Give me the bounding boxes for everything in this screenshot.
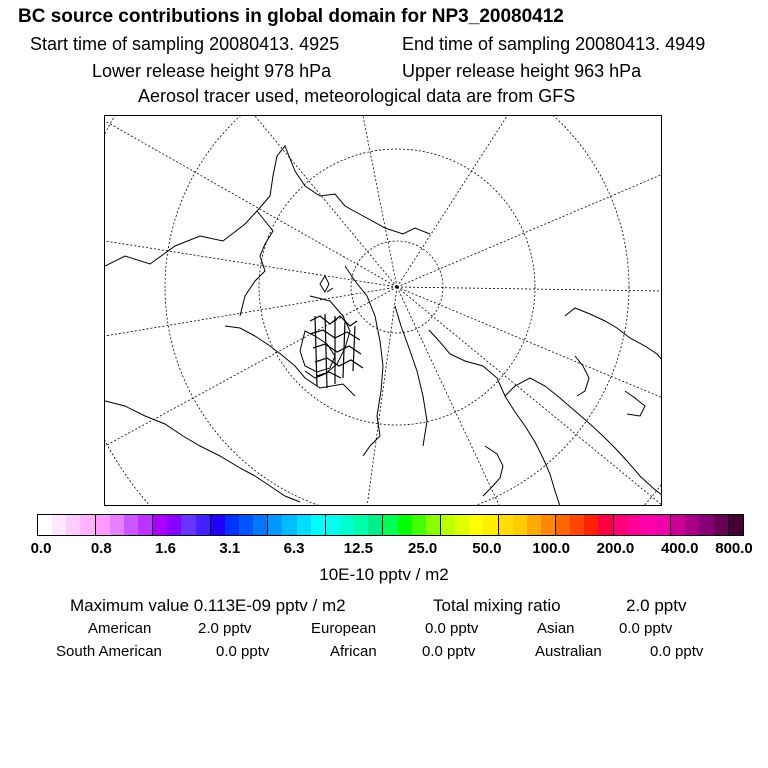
colorbar-swatch (110, 515, 124, 535)
region-value-american: 2.0 pptv (198, 620, 252, 637)
colorbar-swatch (80, 515, 95, 535)
polar-map (104, 115, 662, 506)
coastline-eurasia-north (105, 146, 430, 266)
end-time-label: End time of sampling 20080413. 4949 (402, 34, 706, 54)
meridian (397, 287, 662, 506)
colorbar-tick-label: 6.3 (283, 540, 305, 557)
start-time-label: Start time of sampling 20080413. 4925 (30, 34, 340, 54)
colorbar-swatch (354, 515, 368, 535)
region-name-south-american: South American (56, 643, 162, 660)
colorbar-swatch (253, 515, 268, 535)
colorbar-swatch (455, 515, 469, 535)
colorbar-swatch (124, 515, 138, 535)
colorbar-swatch (311, 515, 326, 535)
region-name-asian: Asian (537, 620, 575, 637)
colorbar-swatch (282, 515, 296, 535)
colorbar-swatch (598, 515, 613, 535)
colorbar (37, 514, 744, 536)
colorbar-swatch (656, 515, 671, 535)
map-canvas (105, 116, 662, 506)
region-value-asian: 0.0 pptv (619, 620, 673, 637)
max-value-label: Maximum value 0.113E-09 pptv / m2 (70, 596, 346, 615)
coastline-north-america-east (429, 330, 560, 506)
colorbar-swatch (426, 515, 441, 535)
coastline-hudson (483, 446, 503, 496)
trajectory-lines (310, 316, 363, 378)
meridian (397, 287, 662, 291)
colorbar-swatch (729, 515, 743, 535)
colorbar-swatch (699, 515, 713, 535)
colorbar-swatch (153, 515, 167, 535)
colorbar-swatch (181, 515, 195, 535)
colorbar-swatch (211, 515, 225, 535)
meridian (105, 121, 397, 287)
colorbar-swatch (685, 515, 699, 535)
colorbar-swatch (499, 515, 513, 535)
colorbar-swatch (38, 515, 52, 535)
colorbar-swatch (66, 515, 80, 535)
coastline-greenland-west (345, 266, 383, 456)
region-value-south-american: 0.0 pptv (216, 643, 270, 660)
coastline-islet (320, 276, 333, 292)
colorbar-swatch (368, 515, 383, 535)
meridian (367, 287, 397, 506)
region-name-american: American (88, 620, 152, 637)
tracer-note: Aerosol tracer used, meteorological data are from GFS (138, 86, 576, 106)
meridian (363, 116, 397, 287)
colorbar-tick-label: 800.0 (715, 540, 753, 557)
colorbar-swatch (225, 515, 239, 535)
meridian (397, 287, 500, 506)
colorbar-swatch (398, 515, 412, 535)
colorbar-swatch (527, 515, 541, 535)
meridian (397, 116, 507, 287)
colorbar-swatch (412, 515, 426, 535)
colorbar-swatch (469, 515, 483, 535)
colorbar-tick-label: 0.0 (30, 540, 52, 557)
coastline-siberia-east (565, 308, 662, 361)
colorbar-tick-label: 3.1 (219, 540, 241, 557)
colorbar-swatch (167, 515, 181, 535)
graticule (105, 116, 662, 506)
latitude-circle-20 (105, 116, 662, 506)
colorbar-swatch (441, 515, 455, 535)
meridian (105, 287, 397, 336)
colorbar-swatch (96, 515, 110, 535)
colorbar-swatch (138, 515, 153, 535)
coastline-kamchatka (575, 356, 589, 396)
colorbar-swatch (541, 515, 556, 535)
colorbar-swatch (268, 515, 282, 535)
colorbar-swatch (628, 515, 642, 535)
colorbar-tick-label: 0.8 (90, 540, 112, 557)
colorbar-tick-label: 1.6 (155, 540, 176, 557)
colorbar-swatch (340, 515, 354, 535)
colorbar-swatch (584, 515, 598, 535)
coastlines (105, 146, 662, 506)
region-value-african: 0.0 pptv (422, 643, 476, 660)
colorbar-tick-label: 50.0 (472, 540, 502, 557)
plot-title: BC source contributions in global domain for NP3_20080412 (18, 6, 564, 27)
coastline-scandinavia (240, 211, 273, 316)
lower-release-label: Lower release height 978 hPa (92, 61, 332, 81)
region-name-european: European (311, 620, 377, 637)
colorbar-tick-label: 25.0 (408, 540, 438, 557)
colorbar-swatch (714, 515, 729, 535)
colorbar-tick-label: 400.0 (660, 540, 699, 557)
colorbar-swatch (239, 515, 253, 535)
colorbar-swatch (671, 515, 685, 535)
region-name-african: African (330, 643, 377, 660)
colorbar-tick-label: 12.5 (343, 540, 373, 557)
colorbar-tick-label: 200.0 (596, 540, 635, 557)
colorbar-swatch (642, 515, 656, 535)
colorbar-swatch (383, 515, 397, 535)
region-name-australian: Australian (535, 643, 602, 660)
total-mixing-value: 2.0 pptv (626, 596, 687, 615)
coastline-island (625, 391, 645, 416)
colorbar-swatch (614, 515, 628, 535)
colorbar-units: 10E-10 pptv / m2 (319, 565, 449, 584)
colorbar-tick-label: 100.0 (532, 540, 570, 557)
colorbar-swatch (196, 515, 211, 535)
colorbar-swatch (513, 515, 527, 535)
colorbar-swatch (570, 515, 584, 535)
region-value-european: 0.0 pptv (425, 620, 479, 637)
colorbar-swatch (326, 515, 340, 535)
region-value-australian: 0.0 pptv (650, 643, 704, 660)
colorbar-swatch (483, 515, 498, 535)
colorbar-swatch (297, 515, 311, 535)
upper-release-label: Upper release height 963 hPa (402, 61, 642, 81)
meridian (255, 116, 397, 287)
total-mixing-label: Total mixing ratio (433, 596, 561, 615)
colorbar-swatch (52, 515, 66, 535)
colorbar-swatch (556, 515, 570, 535)
